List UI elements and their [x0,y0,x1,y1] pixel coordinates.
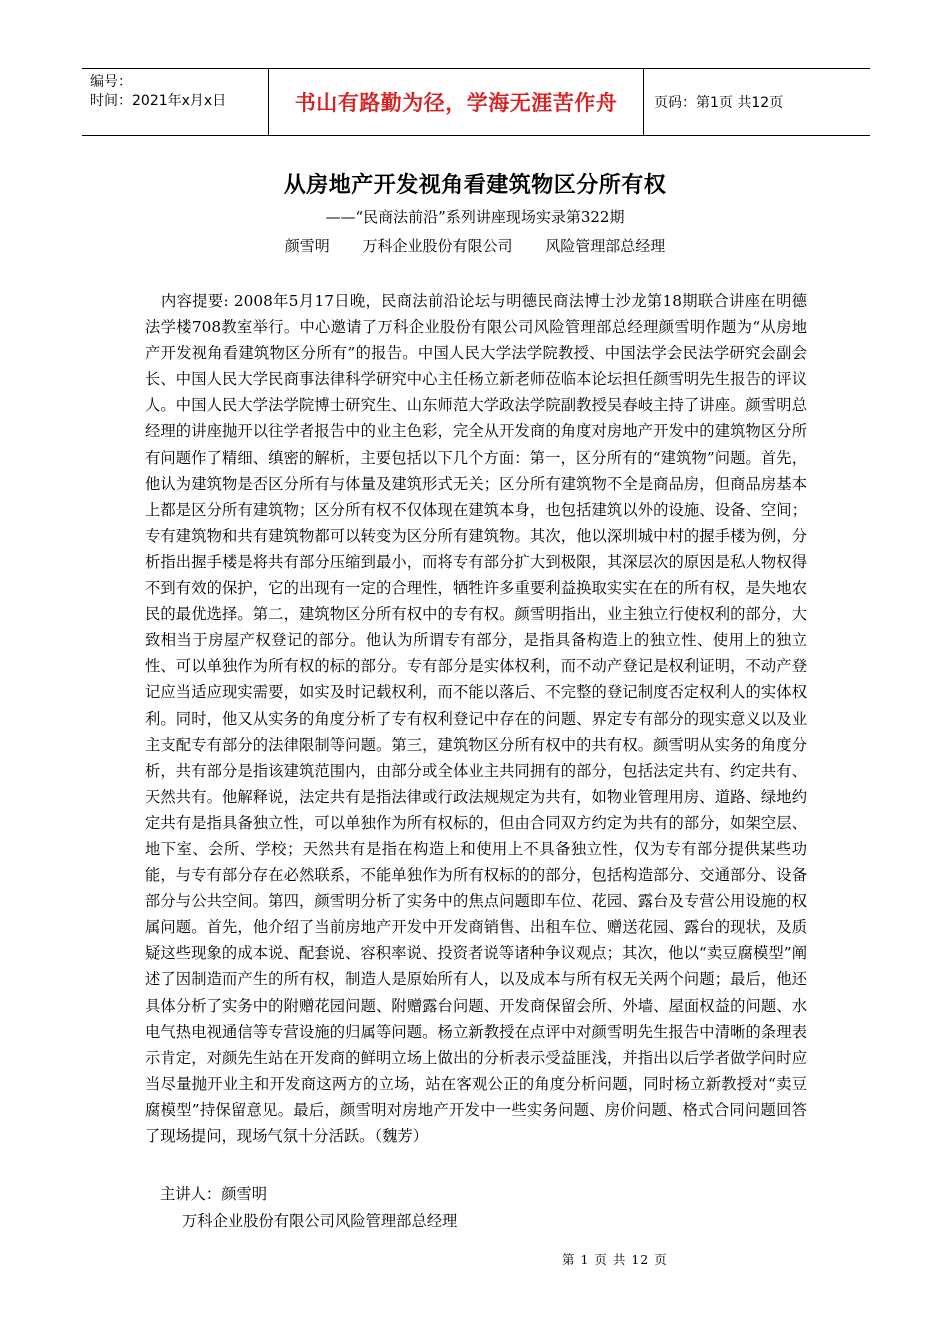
document-number-label: 编号： [90,74,132,90]
document-time-label: 时间：2021年x月x日 [90,93,227,109]
article-body: 内容提要: 2008年5月17日晚，民商法前沿论坛与明德民商法博士沙龙第18期联合讲座在明德法学楼708教室举行。中心邀请了万科企业股份有限公司风险管理部总经理颜雪明作题为“从房地产开发视角看建筑物区分所有”的报告。中国人民大学法学院教授、中国法学会民法学研究会副会长、中国人民大学民商事法律科学研究中心主任杨立新老师莅临本论坛担任颜雪明先生报告的评议人。中国人民大学法学院博士研究生、山东师范大学政法学院副教授吴春岐主持了讲座。颜雪明总经理的讲座抛开以往学者报告中的业主色彩，完全从开发商的角度对房地产开发中的建筑物区分所有问题作了精细、缜密的解析，主要包括以下几个方面：第一，区分所有的“建筑物”问题。首先，他认为建筑物是否区分所有与体量及建筑形式无关；区分所有建筑物不全是商品房，但商品房基本上都是区分所有建筑物；区分所有权不仅体现在建筑本身，也包括建筑以外的设施、设备、空间；专有建筑物和共有建筑物都可以转变为区分所有建筑物。其次，他以深圳城中村的握手楼为例，分析指出握手楼是将共有部分压缩到最小，而将专有部分扩大到极限，其深层次的原因是私人物权得不到有效的保护，它的出现有一定的合理性，牺牲许多重要利益换取实实在在的所有权，是失地农民的最优选择。第二，建筑物区分所有权中的专有权。颜雪明指出，业主独立行使权利的部分，大致相当于房屋产权登记的部分。他认为所谓专有部分，是指具备构造上的独立性、使用上的独立性、可以单独作为所有权的标的部分。专有部分是实体权利，而不动产登记是权利证明，不动产登记应当适应现实需要，如实及时记载权利，而不能以落后、不完整的登记制度否定权利人的实体权利。同时，他又从实务的角度分析了专有权利登记中存在的问题、界定专有部分的现实意义以及业主支配专有部分的法律限制等问题。第三，建筑物区分所有权中的共有权。颜雪明从实务的角度分析，共有部分是指该建筑范围内，由部分或全体业主共同拥有的部分，包括法定共有、约定共有、天然共有。他解释说，法定共有是指法律或行政法规规定为共有，如物业管理用房、道路、绿地约定共有是指具备独立性，可以单独作为所有权标的，但由合同双方约定为共有的部分，如架空层、地下室、会所、学校；天然共有是指在构造上和使用上不具备独立性，仅为专有部分提供某些功能，与专有部分存在必然联系，不能单独作为所有权标的的部分，包括构造部分、交通部分、设备部分与公共空间。第四，颜雪明分析了实务中的焦点问题即车位、花园、露台及专营公用设施的权属问题。首先，他介绍了当前房地产开发中开发商销售、出租车位、赠送花园、露台的现状，及质疑这些现象的成本说、配套说、容积率说、投资者说等诸种争议观点；其次，他以“卖豆腐模型”阐述了因制造而产生的所有权，制造人是原始所有人，以及成本与所有权无关两个问题；最后，他还具体分析了实务中的附赠花园问题、附赠露台问题、开发商保留会所、外墙、屋面权益的问题、水电气热电视通信等专营设施的归属等问题。杨立新教授在点评中对颜雪明先生报告中清晰的条理表示肯定，对颜先生站在开发商的鲜明立场上做出的分析表示受益匪浅，并指出以后学者做学问时应当尽量抛开业主和开发商这两方的立场，站在客观公正的角度分析问题，同时杨立新教授对“卖豆腐模型”持保留意见。最后，颜雪明对房地产开发中一些实务问题、房价问题、格式合同问题回答了现场提问，现场气氛十分活跃。（魏芳） [145,292,808,1145]
header-page-info: 页码：第1页 共12页 [654,95,784,111]
speaker-company: 万科企业股份有限公司风险管理部总经理 [182,1212,458,1230]
author-line [0,235,950,256]
author-position: 风险管理部总经理 [545,237,666,255]
article-title: 从房地产开发视角看建筑物区分所有权 [283,172,667,198]
speaker-label: 主讲人：颜雪明 [160,1185,268,1203]
header-table [82,68,870,136]
header-motto: 书山有路勤为径，学海无涯苦作舟 [269,69,644,135]
author-company: 万科企业股份有限公司 [362,237,513,255]
author-name: 颜雪明 [284,237,330,255]
header-meta-cell [82,69,269,135]
article-subtitle: ——“民商法前沿”系列讲座现场实录第322期 [325,208,625,226]
page-footer: 第 1 页 共 12 页 [562,1252,668,1267]
